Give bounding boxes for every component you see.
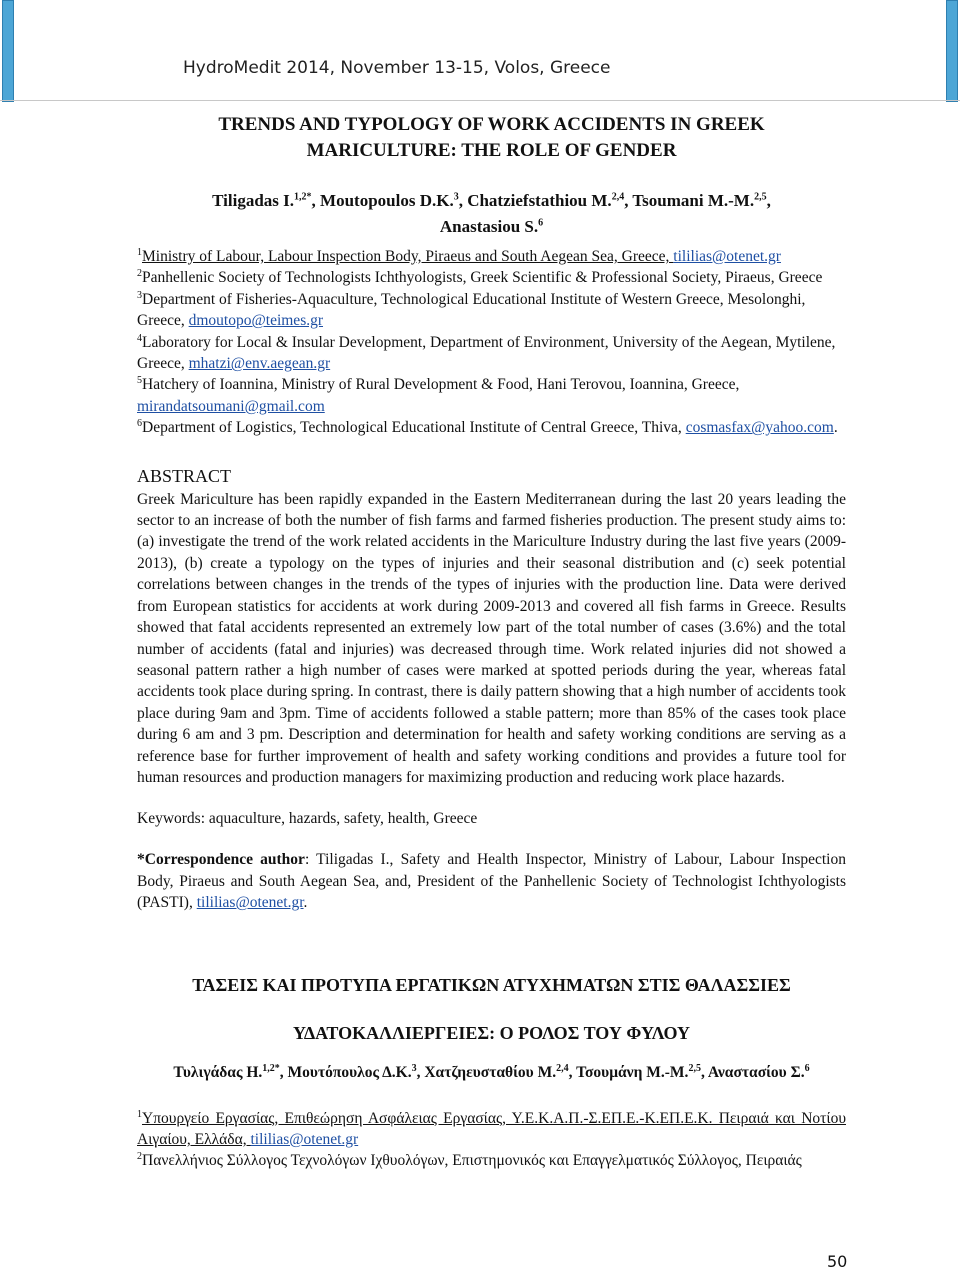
email-link[interactable]: mhatzi@env.aegean.gr [188, 355, 331, 373]
affiliation-2: $^2$Panhellenic Society of Technologists Ichthyologists, Greek Scientific & Professional Society, Piraeus, Greece [137, 268, 823, 287]
greek-author-list [137, 1064, 846, 1082]
author: Tiligadas I.$^{1,2*}$, [212, 191, 321, 210]
email-link[interactable]: tililias@otenet.gr [196, 894, 304, 912]
greek-title-line-1: ΤΑΣΕΙΣ ΚΑΙ ΠΡΟΤΥΠΑ ΕΡΓΑΤΙΚΩΝ ΑΤΥΧΗΜΑΤΩΝ ΣΤΙΣ ΘΑΛΑΣΣΙΕΣ [192, 974, 791, 995]
header-decor-bar-right [946, 0, 958, 102]
paper-title [137, 112, 846, 164]
author: Τσουμάνη Μ.-Μ.$^{2,5}$, [576, 1062, 708, 1081]
author: Αναστασίου Σ.$^6$ [707, 1062, 810, 1081]
author: Τυλιγάδας Η.$^{1,2*}$, [173, 1062, 288, 1081]
affiliations [137, 246, 846, 439]
affiliation-1: $^1$Ministry of Labour, Labour Inspection Body, Piraeus and South Aegean Sea, Greece, tililias@otenet.gr [137, 246, 781, 265]
email-link[interactable]: mirandatsoumani@gmail.com [137, 397, 325, 415]
affiliation-5: $^5$Hatchery of Ioannina, Ministry of Rural Development & Food, Hani Terovou, Ioannina, Greece, mirandatsoumani@gmail.com [137, 375, 740, 415]
affiliation-3: $^3$Department of Fisheries-Aquaculture, Technological Educational Institute of Western Greece, Mesolonghi, Greece, dmoutopo@teimes.gr [137, 289, 806, 330]
page-number: 50 [827, 1252, 848, 1271]
greek-affiliation-2: $^2$Πανελλήνιος Σύλλογος Τεχνολόγων Ιχθυολόγων, Επιστημονικός και Επαγγελματικός Σύλλογος, Πειραιάς [137, 1151, 802, 1170]
abstract-heading: ABSTRACT [137, 465, 232, 486]
keywords: Keywords: aquaculture, hazards, safety, health, Greece [137, 810, 478, 828]
email-link[interactable]: tililias@otenet.gr [673, 248, 781, 265]
running-header: HydroMedit 2014, November 13-15, Volos, Greece [183, 58, 611, 78]
header-rule [0, 100, 960, 101]
affiliation-4: $^4$Laboratory for Local & Insular Development, Department of Environment, University of the Aegean, Mytilene, Greece, mhatzi@env.aegean.gr [137, 332, 836, 373]
greek-affiliations [137, 1108, 846, 1172]
author: Chatziefstathiou M.$^{2,4}$, [467, 191, 633, 210]
author: Χατζηευσταθίου Μ.$^{2,4}$, [424, 1062, 577, 1081]
author: Tsoumani M.-M.$^{2,5}$, [632, 191, 771, 210]
title-line-2: MARICULTURE: THE ROLE OF GENDER [306, 140, 677, 161]
email-link[interactable]: cosmasfax@yahoo.com [685, 419, 834, 437]
greek-title-line-2: ΥΔΑΤΟΚΑΛΛΙΕΡΓΕΙΕΣ: Ο ΡΟΛΟΣ ΤΟΥ ΦΥΛΟΥ [292, 1022, 691, 1043]
affiliation-6: $^6$Department of Logistics, Technological Educational Institute of Central Greece, Thiva, cosmasfax@yahoo.com. [137, 418, 838, 437]
abstract-text: Greek Mariculture has been rapidly expanded in the Eastern Mediterranean during the last 20 years leading the sector to an increase of both the number of fish farms and farmed fisheries production. The present study aims to: (a) investigate the trend of the work related accidents in the Mariculture Industry during the last five years (2009-2013), (b) create a typology on the types of injuries and their seasonal distribution and (c) seek potential correlations between changes in the trends of the types of injuries with the production line. Data were derived from European statistics for accidents at work during 2009-2013 and covered all fish farms in Greece. Results showed that fatal accidents represented an extremely low part of the total number of cases (3.6%) and the total number of accidents (fatal and injuries) was decreased through time. Work related injuries did not showed a seasonal pattern rather a high number of cases were marked at spotted periods during the year, whereas fatal accidents took place during spring. In contrast, there is daily pattern showing that a high number of accidents took place during 9am and 3pm. Time of accidents followed a stable pattern; more than 85% of the cases took place during 6 am and 3 pm. Description and determination for health and safety working conditions are serving as a reference base for further improvement of health and safety working conditions and provides a future tool for human resources and production managers for maximizing production and reducing work place hazards. [137, 490, 846, 786]
page-content [137, 112, 846, 1172]
header-decor-bar-left [2, 0, 14, 102]
email-link[interactable]: dmoutopo@teimes.gr [188, 312, 324, 330]
author: Anastasiou S.$^6$ [439, 217, 544, 236]
author: Μουτόπουλος Δ.Κ.$^3$, [287, 1062, 425, 1081]
greek-affiliation-1: $^1$Υπουργείο Εργασίας, Επιθεώρηση Ασφάλειας Εργασίας, Υ.Ε.Κ.Α.Π.-Σ.ΕΠ.Ε.-Κ.ΕΠ.Ε.Κ. Πειραιά και Νοτίου Αιγαίου, Ελλάδα, tililias@otenet.gr [137, 1108, 846, 1148]
correspondence-label: *Correspondence author [137, 851, 305, 869]
correspondence: *Correspondence author: Tiligadas I., Safety and Health Inspector, Ministry of Labour, Labour Inspection Body, Piraeus and South Aegean Sea, and, President of the Panhellenic Society of Technologist Ichthyologists (PASTI), tililias@otenet.gr. [137, 851, 846, 912]
author-list [137, 188, 846, 240]
author: Moutopoulos D.K.$^3$, [320, 191, 468, 210]
title-line-1: TRENDS AND TYPOLOGY OF WORK ACCIDENTS IN GREEK [218, 114, 765, 135]
email-link[interactable]: tililias@otenet.gr [250, 1130, 359, 1148]
